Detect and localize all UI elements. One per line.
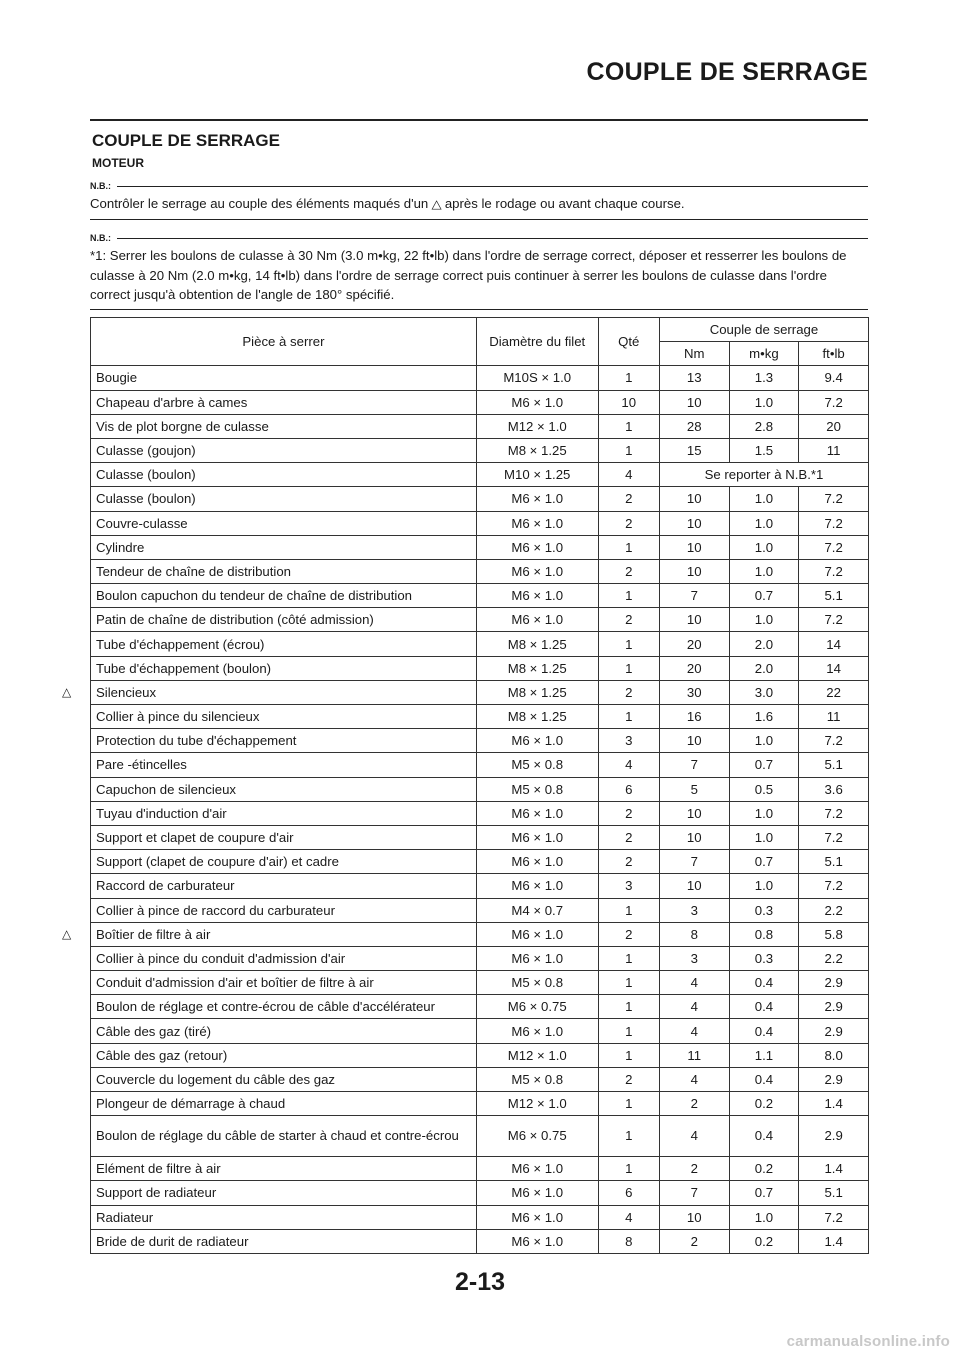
- cell-mkg: 0.4: [729, 1067, 799, 1091]
- cell-qty: 1: [598, 705, 659, 729]
- cell-mkg: 1.0: [729, 511, 799, 535]
- cell-nm: 10: [659, 390, 729, 414]
- cell-qty: 6: [598, 1181, 659, 1205]
- cell-mkg: 2.0: [729, 656, 799, 680]
- header-rule: [90, 119, 868, 121]
- cell-thread: M6 × 1.0: [476, 535, 598, 559]
- cell-mkg: 1.0: [729, 487, 799, 511]
- cell-mkg: 0.2: [729, 1229, 799, 1253]
- cell-qty: 1: [598, 656, 659, 680]
- cell-part: Câble des gaz (retour): [91, 1043, 477, 1067]
- cell-part: Couvre-culasse: [91, 511, 477, 535]
- cell-mkg: 3.0: [729, 680, 799, 704]
- cell-qty: 2: [598, 511, 659, 535]
- cell-mkg: 1.0: [729, 729, 799, 753]
- cell-ftlb: 14: [799, 632, 869, 656]
- cell-part: Protection du tube d'échappement: [91, 729, 477, 753]
- cell-mkg: 1.0: [729, 608, 799, 632]
- cell-thread: M6 × 1.0: [476, 1229, 598, 1253]
- cell-ftlb: 2.2: [799, 946, 869, 970]
- cell-part: Boulon capuchon du tendeur de chaîne de distribution: [91, 584, 477, 608]
- table-row: [91, 995, 869, 1019]
- cell-qty: 10: [598, 390, 659, 414]
- cell-ftlb: 11: [799, 705, 869, 729]
- cell-qty: 1: [598, 584, 659, 608]
- cell-qty: 1: [598, 366, 659, 390]
- note-cylinder-head: [90, 232, 868, 310]
- cell-nm: 3: [659, 946, 729, 970]
- cell-mkg: 1.0: [729, 874, 799, 898]
- section-title: COUPLE DE SERRAGE: [92, 131, 280, 150]
- cell-mkg: 1.1: [729, 1043, 799, 1067]
- cell-thread: M4 × 0.7: [476, 898, 598, 922]
- cell-qty: 3: [598, 874, 659, 898]
- cell-nm: 13: [659, 366, 729, 390]
- cell-ftlb: 5.1: [799, 1181, 869, 1205]
- cell-nm: 30: [659, 680, 729, 704]
- cell-mkg: 0.7: [729, 1181, 799, 1205]
- table-row: [91, 656, 869, 680]
- table-row: [91, 535, 869, 559]
- cell-ftlb: 1.4: [799, 1229, 869, 1253]
- cell-mkg: 1.0: [729, 1205, 799, 1229]
- cell-part: Plongeur de démarrage à chaud: [91, 1092, 477, 1116]
- table-row: [91, 1043, 869, 1067]
- cell-nm: 15: [659, 438, 729, 462]
- cell-ftlb: 14: [799, 656, 869, 680]
- cell-ftlb: 1.4: [799, 1092, 869, 1116]
- cell-nm: 4: [659, 1067, 729, 1091]
- note-text: *1: Serrer les boulons de culasse à 30 Nm (3.0 m•kg, 22 ft•lb) dans l'ordre de serrage correct, déposer et resserrer les boulons de culasse à 20 Nm (2.0 m•kg, 14 ft•lb) dans l'ordre de serrage correct puis continuer à serrer les boulons de culasse dans l'ordre correct jusqu'à obtention de l'angle de 180° spécifié.: [90, 246, 868, 310]
- cell-thread: M6 × 1.0: [476, 487, 598, 511]
- cell-thread: M6 × 1.0: [476, 584, 598, 608]
- torque-table: [90, 317, 869, 1254]
- cell-mkg: 0.7: [729, 584, 799, 608]
- table-row: [91, 1067, 869, 1091]
- table-row: [91, 874, 869, 898]
- cell-mkg: 0.4: [729, 1116, 799, 1157]
- table-row: [91, 608, 869, 632]
- cell-nm: 10: [659, 825, 729, 849]
- subsection-title: MOTEUR: [92, 156, 144, 170]
- col-header-torque: Couple de serrage: [659, 318, 868, 342]
- torque-table-body: [91, 366, 869, 1254]
- table-row: [91, 825, 869, 849]
- cell-part: Collier à pince de raccord du carburateur: [91, 898, 477, 922]
- table-row: [91, 801, 869, 825]
- cell-thread: M12 × 1.0: [476, 414, 598, 438]
- cell-part: Conduit d'admission d'air et boîtier de filtre à air: [91, 971, 477, 995]
- note-label: N.B.:: [90, 181, 111, 191]
- cell-mkg: 1.0: [729, 801, 799, 825]
- cell-thread: M6 × 1.0: [476, 801, 598, 825]
- cell-mkg: 0.2: [729, 1092, 799, 1116]
- cell-thread: M8 × 1.25: [476, 438, 598, 462]
- cell-nm: 7: [659, 1181, 729, 1205]
- cell-thread: M12 × 1.0: [476, 1092, 598, 1116]
- table-row: [91, 463, 869, 487]
- watermark: carmanualsonline.info: [786, 1333, 950, 1350]
- cell-thread: M5 × 0.8: [476, 1067, 598, 1091]
- cell-part: Patin de chaîne de distribution (côté admission): [91, 608, 477, 632]
- cell-qty: 1: [598, 438, 659, 462]
- cell-part: Silencieux: [91, 680, 477, 704]
- triangle-mark-icon: △: [62, 685, 72, 700]
- table-row: [91, 414, 869, 438]
- cell-thread: M6 × 1.0: [476, 390, 598, 414]
- cell-qty: 2: [598, 608, 659, 632]
- cell-qty: 1: [598, 535, 659, 559]
- cell-ftlb: 2.9: [799, 995, 869, 1019]
- cell-mkg: 0.4: [729, 995, 799, 1019]
- cell-mkg: 1.0: [729, 390, 799, 414]
- cell-nm: 10: [659, 874, 729, 898]
- table-row: [91, 729, 869, 753]
- table-row: [91, 777, 869, 801]
- cell-nm: 10: [659, 559, 729, 583]
- cell-thread: M8 × 1.25: [476, 656, 598, 680]
- note-text: [90, 194, 868, 220]
- page-header-title: COUPLE DE SERRAGE: [586, 58, 868, 86]
- cell-part: Radiateur: [91, 1205, 477, 1229]
- cell-part: Câble des gaz (tiré): [91, 1019, 477, 1043]
- cell-thread: M5 × 0.8: [476, 777, 598, 801]
- cell-mkg: 1.6: [729, 705, 799, 729]
- cell-part: Chapeau d'arbre à cames: [91, 390, 477, 414]
- col-header-qty: Qté: [598, 318, 659, 366]
- cell-thread: M6 × 1.0: [476, 874, 598, 898]
- cell-thread: M6 × 1.0: [476, 1181, 598, 1205]
- table-row: [91, 946, 869, 970]
- cell-qty: 1: [598, 1157, 659, 1181]
- cell-ftlb: 7.2: [799, 535, 869, 559]
- cell-nm: 7: [659, 584, 729, 608]
- table-row: [91, 1116, 869, 1157]
- cell-thread: M6 × 0.75: [476, 995, 598, 1019]
- cell-mkg: 0.8: [729, 922, 799, 946]
- cell-qty: 1: [598, 1043, 659, 1067]
- table-row: [91, 850, 869, 874]
- cell-nm: 2: [659, 1157, 729, 1181]
- cell-mkg: 0.7: [729, 850, 799, 874]
- cell-ftlb: 5.1: [799, 584, 869, 608]
- cell-nm: 2: [659, 1229, 729, 1253]
- cell-thread: M6 × 1.0: [476, 729, 598, 753]
- table-row: [91, 487, 869, 511]
- cell-part: Cylindre: [91, 535, 477, 559]
- table-row: [91, 1229, 869, 1253]
- cell-ftlb: 9.4: [799, 366, 869, 390]
- cell-ftlb: 7.2: [799, 729, 869, 753]
- cell-mkg: 0.7: [729, 753, 799, 777]
- table-row: [91, 898, 869, 922]
- cell-nm: 5: [659, 777, 729, 801]
- cell-qty: 2: [598, 922, 659, 946]
- cell-nm: 28: [659, 414, 729, 438]
- cell-torque-note: Se reporter à N.B.*1: [659, 463, 868, 487]
- cell-thread: M6 × 1.0: [476, 608, 598, 632]
- cell-mkg: 0.3: [729, 898, 799, 922]
- cell-mkg: 0.3: [729, 946, 799, 970]
- table-row: [91, 705, 869, 729]
- cell-qty: 2: [598, 680, 659, 704]
- cell-thread: M10 × 1.25: [476, 463, 598, 487]
- cell-part: Elément de filtre à air: [91, 1157, 477, 1181]
- cell-ftlb: 7.2: [799, 825, 869, 849]
- cell-thread: M6 × 1.0: [476, 559, 598, 583]
- cell-mkg: 0.4: [729, 971, 799, 995]
- cell-qty: 1: [598, 632, 659, 656]
- cell-nm: 7: [659, 850, 729, 874]
- col-header-ftlb: ft•lb: [799, 342, 869, 366]
- cell-nm: 4: [659, 995, 729, 1019]
- note-rule: [117, 238, 868, 239]
- table-row: [91, 1092, 869, 1116]
- cell-qty: 4: [598, 753, 659, 777]
- cell-qty: 1: [598, 1019, 659, 1043]
- cell-thread: M12 × 1.0: [476, 1043, 598, 1067]
- cell-qty: 1: [598, 946, 659, 970]
- cell-part: Collier à pince du conduit d'admission d'air: [91, 946, 477, 970]
- cell-ftlb: 7.2: [799, 874, 869, 898]
- table-row: [91, 680, 869, 704]
- cell-ftlb: 3.6: [799, 777, 869, 801]
- cell-ftlb: 7.2: [799, 390, 869, 414]
- table-row: [91, 922, 869, 946]
- cell-nm: 10: [659, 729, 729, 753]
- cell-part: Vis de plot borgne de culasse: [91, 414, 477, 438]
- cell-ftlb: 2.2: [799, 898, 869, 922]
- cell-part: Capuchon de silencieux: [91, 777, 477, 801]
- cell-qty: 1: [598, 898, 659, 922]
- col-header-nm: Nm: [659, 342, 729, 366]
- cell-part: Raccord de carburateur: [91, 874, 477, 898]
- cell-part: Tuyau d'induction d'air: [91, 801, 477, 825]
- cell-nm: 8: [659, 922, 729, 946]
- cell-mkg: 2.8: [729, 414, 799, 438]
- cell-nm: 7: [659, 753, 729, 777]
- cell-part: Pare -étincelles: [91, 753, 477, 777]
- cell-nm: 11: [659, 1043, 729, 1067]
- cell-mkg: 1.0: [729, 825, 799, 849]
- cell-nm: 4: [659, 1019, 729, 1043]
- cell-ftlb: 2.9: [799, 1019, 869, 1043]
- cell-qty: 2: [598, 850, 659, 874]
- cell-part: Culasse (boulon): [91, 463, 477, 487]
- triangle-mark-icon: △: [62, 927, 72, 942]
- cell-ftlb: 1.4: [799, 1157, 869, 1181]
- cell-part: Support (clapet de coupure d'air) et cadre: [91, 850, 477, 874]
- note-text-after: après le rodage ou avant chaque course.: [444, 196, 685, 211]
- cell-qty: 1: [598, 1116, 659, 1157]
- cell-mkg: 1.0: [729, 535, 799, 559]
- cell-ftlb: 2.9: [799, 1067, 869, 1091]
- cell-qty: 4: [598, 1205, 659, 1229]
- cell-nm: 16: [659, 705, 729, 729]
- table-row: [91, 390, 869, 414]
- table-row: [91, 971, 869, 995]
- cell-qty: 6: [598, 777, 659, 801]
- cell-part: Bride de durit de radiateur: [91, 1229, 477, 1253]
- cell-ftlb: 5.8: [799, 922, 869, 946]
- table-row: [91, 366, 869, 390]
- cell-thread: M5 × 0.8: [476, 753, 598, 777]
- cell-thread: M10S × 1.0: [476, 366, 598, 390]
- cell-mkg: 0.2: [729, 1157, 799, 1181]
- cell-mkg: 0.5: [729, 777, 799, 801]
- cell-ftlb: 7.2: [799, 559, 869, 583]
- cell-thread: M6 × 1.0: [476, 1205, 598, 1229]
- cell-part: Support de radiateur: [91, 1181, 477, 1205]
- cell-thread: M6 × 1.0: [476, 1157, 598, 1181]
- cell-mkg: 1.0: [729, 559, 799, 583]
- note-break-in: [90, 180, 868, 220]
- cell-thread: M6 × 1.0: [476, 850, 598, 874]
- cell-part: Culasse (goujon): [91, 438, 477, 462]
- cell-thread: M8 × 1.25: [476, 632, 598, 656]
- note-label: N.B.:: [90, 233, 111, 243]
- cell-part: Culasse (boulon): [91, 487, 477, 511]
- cell-ftlb: 11: [799, 438, 869, 462]
- cell-part: Boulon de réglage du câble de starter à chaud et contre-écrou: [91, 1116, 477, 1157]
- table-row: [91, 1205, 869, 1229]
- cell-ftlb: 5.1: [799, 850, 869, 874]
- cell-thread: M6 × 1.0: [476, 946, 598, 970]
- cell-part: Collier à pince du silencieux: [91, 705, 477, 729]
- cell-part: Boulon de réglage et contre-écrou de câble d'accélérateur: [91, 995, 477, 1019]
- cell-nm: 20: [659, 632, 729, 656]
- cell-qty: 2: [598, 801, 659, 825]
- cell-qty: 1: [598, 414, 659, 438]
- cell-qty: 4: [598, 463, 659, 487]
- table-row: [91, 1181, 869, 1205]
- cell-mkg: 2.0: [729, 632, 799, 656]
- cell-ftlb: 2.9: [799, 971, 869, 995]
- col-header-mkg: m•kg: [729, 342, 799, 366]
- cell-nm: 4: [659, 971, 729, 995]
- col-header-thread: Diamètre du filet: [476, 318, 598, 366]
- cell-nm: 10: [659, 535, 729, 559]
- cell-mkg: 1.3: [729, 366, 799, 390]
- note-text-before: Contrôler le serrage au couple des éléments maqués d'un: [90, 196, 429, 211]
- table-row: [91, 632, 869, 656]
- cell-qty: 8: [598, 1229, 659, 1253]
- table-row: [91, 559, 869, 583]
- table-row: [91, 1019, 869, 1043]
- cell-qty: 2: [598, 487, 659, 511]
- triangle-mark-icon: △: [431, 197, 442, 211]
- cell-mkg: 1.5: [729, 438, 799, 462]
- cell-thread: M6 × 1.0: [476, 1019, 598, 1043]
- cell-ftlb: 2.9: [799, 1116, 869, 1157]
- cell-thread: M6 × 1.0: [476, 922, 598, 946]
- table-row: [91, 438, 869, 462]
- cell-qty: 3: [598, 729, 659, 753]
- cell-nm: 10: [659, 1205, 729, 1229]
- cell-ftlb: 7.2: [799, 801, 869, 825]
- col-header-part: Pièce à serrer: [91, 318, 477, 366]
- cell-qty: 1: [598, 971, 659, 995]
- cell-qty: 1: [598, 995, 659, 1019]
- cell-nm: 4: [659, 1116, 729, 1157]
- cell-thread: M8 × 1.25: [476, 705, 598, 729]
- table-row: [91, 1157, 869, 1181]
- cell-part: Couvercle du logement du câble des gaz: [91, 1067, 477, 1091]
- cell-ftlb: 7.2: [799, 608, 869, 632]
- table-row: [91, 753, 869, 777]
- cell-part: Boîtier de filtre à air: [91, 922, 477, 946]
- cell-nm: 20: [659, 656, 729, 680]
- cell-qty: 2: [598, 825, 659, 849]
- cell-ftlb: 7.2: [799, 1205, 869, 1229]
- cell-nm: 10: [659, 511, 729, 535]
- cell-qty: 2: [598, 559, 659, 583]
- cell-part: Tendeur de chaîne de distribution: [91, 559, 477, 583]
- cell-part: Support et clapet de coupure d'air: [91, 825, 477, 849]
- cell-mkg: 0.4: [729, 1019, 799, 1043]
- cell-part: Bougie: [91, 366, 477, 390]
- cell-thread: M8 × 1.25: [476, 680, 598, 704]
- page-number: 2-13: [454, 1268, 506, 1296]
- cell-ftlb: 8.0: [799, 1043, 869, 1067]
- cell-nm: 10: [659, 487, 729, 511]
- cell-thread: M6 × 1.0: [476, 825, 598, 849]
- cell-nm: 2: [659, 1092, 729, 1116]
- cell-ftlb: 20: [799, 414, 869, 438]
- cell-qty: 2: [598, 1067, 659, 1091]
- note-rule: [117, 186, 868, 187]
- cell-part: Tube d'échappement (écrou): [91, 632, 477, 656]
- cell-thread: M6 × 1.0: [476, 511, 598, 535]
- cell-part: Tube d'échappement (boulon): [91, 656, 477, 680]
- cell-qty: 1: [598, 1092, 659, 1116]
- cell-ftlb: 7.2: [799, 487, 869, 511]
- cell-ftlb: 7.2: [799, 511, 869, 535]
- cell-nm: 10: [659, 801, 729, 825]
- cell-nm: 3: [659, 898, 729, 922]
- cell-thread: M6 × 0.75: [476, 1116, 598, 1157]
- cell-ftlb: 5.1: [799, 753, 869, 777]
- table-row: [91, 511, 869, 535]
- cell-ftlb: 22: [799, 680, 869, 704]
- table-row: [91, 584, 869, 608]
- cell-nm: 10: [659, 608, 729, 632]
- cell-thread: M5 × 0.8: [476, 971, 598, 995]
